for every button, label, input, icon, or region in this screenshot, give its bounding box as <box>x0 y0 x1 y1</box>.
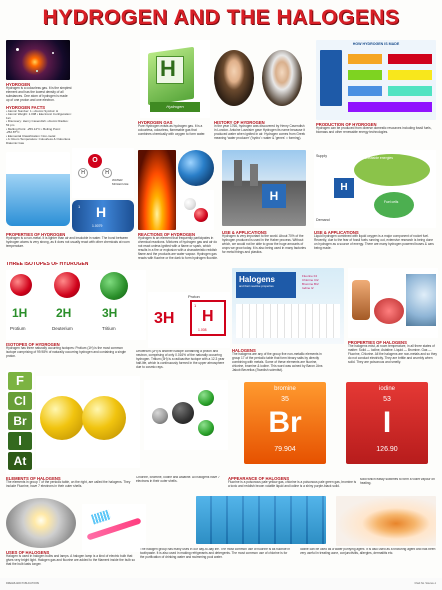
reactions-text: Hydrogen is an element that frequently participates in chemical reactions. Mixtures of hydrogen gas and air do not react unless ignited with a flame or spark, which results in a fire or explosion with a characteristic reddish flame and the products are water vapour. Hydrogen gas reacts with fluorine or the dark to form hydrogen fluoride. <box>138 236 218 260</box>
protium-symbol: 1H <box>12 306 28 320</box>
molecule-3d-image <box>178 190 214 230</box>
demand-label: Demand <box>316 218 330 222</box>
earth-image <box>178 150 214 186</box>
toothbrush-image <box>82 504 146 552</box>
tank-number: 1 <box>78 204 81 209</box>
hydrogen-space-image <box>6 40 70 80</box>
elements-text: The elements in group 7 of the periodic table, on the right, are called the halogens. They include Fluorine, have 7 electrons in their outer shells. <box>6 480 131 488</box>
protium-label: Protium <box>10 326 26 331</box>
bromine-weight: 79.904 <box>274 446 296 453</box>
halogens-text: The halogens are any of the group five non-metallic elements in group 17 of the periodic table that form binary salts by directly combining with metals. Some of these elements are fluorine, chlorine, bromine & iodine. This word was coined by Baron Jöns Jakob Berzelius (Swedish scientist). <box>232 352 323 372</box>
element-tile-f <box>8 372 32 390</box>
industry-image <box>222 150 306 226</box>
fact-item: • Atomic Weight: 1.008 • Electronic Configuration: 1s1 <box>6 112 72 120</box>
halogen-list-item: Chlorine Cl2 <box>302 278 319 282</box>
isotopes-text: Hydrogen has three naturally occurring isotopes: Protium (1H) is the most common isotope comprising of 99.98% of naturally occurring hydrogen and containing a single proton. <box>6 346 126 358</box>
deuterium-text: Deuterium (2H) is another isotope containing a proton and neutron, comprising of only 0.016% of the naturally occurring hydrogen. Tritium (3H) is a radioactive isotope with a 12.3 year half-life, which is continuously formed in the upper atmosphere due to cosmic rays. <box>136 350 225 369</box>
fact-item: • A: Room Temperature: Colourless & Odourless Diatomic Gas <box>6 137 71 145</box>
iodine-weight: 126.90 <box>376 446 398 453</box>
deuterium-label: Deuterium <box>52 326 73 331</box>
hydrogen-text: Hydrogen is a colourless gas. It is the simplest element and has the lowest density of all substances. One atom of hydrogen is made up of one proton and one electron. <box>6 86 72 102</box>
proton-label: Proton <box>188 294 200 299</box>
bromine-symbol: Br <box>268 406 302 439</box>
appearance-text-2: solid which easily sublimes to form a violet vapour on heating. <box>360 478 435 485</box>
hydrogen-atom: H <box>78 168 88 178</box>
halogens-banner-title: Halogens <box>239 275 276 284</box>
bromine-number: 35 <box>281 396 289 403</box>
iodine-number: 53 <box>383 396 391 403</box>
hydrogen-atom: H <box>102 168 112 178</box>
supply-label: Supply <box>316 154 327 158</box>
history-text: In the year 1766, hydrogen was discovered by Henry Cavendish in London. Antoine Lavoisier gave Hydrogen its name because it produced water when ignited in air. Hydrogen comes from Greek meaning 'water producer' ('hydro'= water & 'genes' = forming). <box>214 124 306 140</box>
element-tile-br <box>8 412 32 430</box>
footer-right: Chart No. Science-1 <box>414 582 436 585</box>
iodine-element-tile <box>346 382 428 464</box>
isotopes-diagram <box>6 270 146 340</box>
renewable-label: Renewable energies <box>362 156 393 160</box>
iodine-symbol: I <box>382 406 392 439</box>
uses1-text: Hydrogen is very important to the world. About 70% of the hydrogen produced is used in the Haber process. Without which, we would not be able to grow the huge amounts of crops we grow today. It is also being used in many factories for metal things and plastics. <box>222 234 306 254</box>
energy-cycle-diagram <box>314 150 436 228</box>
proton-number: 1 <box>194 303 197 308</box>
hydrogen-element-tank <box>72 200 134 232</box>
footer <box>0 578 442 590</box>
fire-image <box>138 150 176 230</box>
element-symbol: F <box>16 373 24 388</box>
water-molecule-label: WATER MOLECULE <box>112 178 129 186</box>
portrait-lavoisier <box>214 50 254 106</box>
halogens-banner-sub: and their reactive properties <box>239 284 274 288</box>
tritium-symbol: 3H <box>102 306 118 320</box>
element-symbol: I <box>18 433 22 448</box>
fact-item: • Discovery: Henry Cavendish • Atomic Radius: 53 pm <box>6 119 69 127</box>
iodine-name: iodine <box>378 386 395 392</box>
tritium-big-symbol: 3H <box>154 310 175 327</box>
oxygen-atom: O <box>88 154 102 168</box>
proton-symbol: H <box>202 308 214 325</box>
fact-item: • Elemental Classification: Non-metal <box>6 133 56 138</box>
properties-halogens-heading: PROPERTIES OF HALOGENS <box>348 340 407 345</box>
element-symbol: Br <box>13 414 27 428</box>
proton-weight: 1.008 <box>198 328 207 332</box>
element-tile-at <box>8 452 32 470</box>
hydrogen-gas-heading: HYDROGEN GAS <box>138 120 173 125</box>
uses-halogens-text: Halogen is used in halogen bulbs and lamps. A halogen lamp is a kind of electric bulb that gives very bright light. Halogen gas and fluorine are added to the filament inside the bulb so that the bulb lasts longer. <box>6 554 135 566</box>
fact-item: • Atomic Number: 1 • Atomic Symbol: H <box>6 108 59 113</box>
iodine-treatment-image <box>336 496 436 546</box>
uses-halogens-heading: USES OF HALOGENS <box>6 550 50 555</box>
element-tile-cl <box>8 392 32 410</box>
proton-3h-image <box>148 292 230 348</box>
halogens-banner-image <box>232 268 344 344</box>
appearance-heading: APPEARANCE OF HALOGENS <box>228 476 290 481</box>
water-molecule-diagram <box>72 148 134 198</box>
uses1-heading: USE & APPLICATIONS <box>222 230 267 235</box>
pool-text: The halogen group has many uses in our day-to-day life. The most common use of fluorine is as fluoride in toothpaste. It is also used in making refrigerants and detergents. The most common use of chlorine is for the purification of drinking water and swimming pool water. <box>140 548 290 559</box>
halogen-list-item: Iodine I2 <box>302 286 314 290</box>
uses2-text: Liquid hydrogen combined with liquid oxygen is a major component of rocket fuel. Recently, due to the fear of fossil fuels running out, extensive research is being done on hydrogen as a source of energy. There are many hydrogen powered buses & cars being made. <box>314 234 434 250</box>
iodine-use-text: Iodine can be used as a water purifying agent. It is also used as a tincturing agent and has been very useful in treating acne, conjunctivitis, allergies, dermatitis etc. <box>300 548 436 555</box>
halogen-bulb-image <box>6 498 76 548</box>
history-heading: HISTORY OF HYDROGEN <box>214 120 265 125</box>
fact-item: • Melting Point: -259.14°C • Boiling Point: -252.87°C <box>6 126 61 135</box>
hydrogen-card-symbol: H <box>160 56 176 81</box>
fuel-cells-label: Fuel cells <box>384 200 399 204</box>
isotopes-text-heading: ISOTOPES OF HYDROGEN <box>6 342 60 347</box>
deuterium-symbol: 2H <box>56 306 72 320</box>
isotopes-heading: THREE ISOTOPES OF HYDROGEN <box>6 262 89 267</box>
halogen-samples-image <box>348 268 438 338</box>
element-tile-i <box>8 432 32 450</box>
properties-halogens-text: The halogens exist, at room temperature, in all three states of matter: Solid — Iodine, Astatine. Liquid — Bromine. Gas — Fluorine, Chlorine. All the halogens are non-metals and so they do not conduct electricity. They are brittle and crumbly when solid. They are poisonous and smelly. <box>348 344 437 364</box>
chlorine-text: Chlorine, Bromine, Iodine and Astatine. All halogens have 7 electrons in their outer shells. <box>136 476 220 483</box>
production-diagram-title: HOW HYDROGEN IS MADE <box>352 42 400 46</box>
tritium-label: Tritium <box>102 326 116 331</box>
halogen-element-column <box>6 370 34 474</box>
bromine-element-tile <box>244 382 326 464</box>
footer-left: DREAMLAND PUBLICATIONS <box>6 582 40 585</box>
energy-symbol: H <box>334 178 354 198</box>
element-symbol: Cl <box>14 394 26 408</box>
page-title: HYDROGEN AND THE HALOGENS <box>42 6 400 29</box>
appearance-text: Fluorine is a poisonous pale yellow gas, chlorine is a poisonous pale green gas, bromine is a toxic and reddish brown volatile liquid and iodine is a shiny purple-black solid. <box>228 480 357 488</box>
halogens-heading: HALOGENS <box>232 348 256 353</box>
swimming-pool-image <box>196 496 326 544</box>
properties-text: Hydrogen is a non-metal. It is lighter than air and insoluble in water. The bond between hydrogen atoms is very strong, as it does not usually react with other chemicals at room temperature. <box>6 236 130 248</box>
industry-symbol: H <box>262 184 286 208</box>
elements-heading: ELEMENTS OF HALOGENS <box>6 476 61 481</box>
portrait-cavendish <box>262 50 302 106</box>
halogen-list-item: Bromine Br2 <box>302 282 319 286</box>
element-symbol: At <box>13 454 27 468</box>
hydrogen-card-name: Hydrogen <box>150 102 200 112</box>
tank-symbol: H <box>96 204 107 220</box>
hydrogen-heading: HYDROGEN <box>6 82 31 87</box>
reactions-heading: REACTIONS OF HYDROGEN <box>138 232 195 237</box>
production-heading: PRODUCTION OF HYDROGEN <box>316 122 377 127</box>
tank-weight: 1.0079 <box>92 224 103 228</box>
halogen-list-item: Fluorine F2 <box>302 274 318 278</box>
properties-heading: PROPERTIES OF HYDROGEN <box>6 232 66 237</box>
bromine-name: bromine <box>274 386 296 392</box>
production-diagram <box>316 40 436 120</box>
production-text: Hydrogen can be produced from diverse domestic resources including fossil fuels, biomass and other renewable energy technologies. <box>316 126 432 134</box>
molecule-model-image <box>144 380 228 450</box>
hydrogen-facts-heading: HYDROGEN FACTS <box>6 104 46 110</box>
hydrogen-card-image <box>140 40 210 118</box>
hydrogen-gas-text: Pure Hydrogen exists as hydrogen gas. It is a colourless, odourless, flammable gas that combines chemically with oxygen to form water. <box>138 124 206 136</box>
water-glass-image <box>6 152 70 226</box>
yellow-spheres-image <box>36 376 140 468</box>
uses2-heading: USE & APPLICATIONS <box>314 230 359 235</box>
